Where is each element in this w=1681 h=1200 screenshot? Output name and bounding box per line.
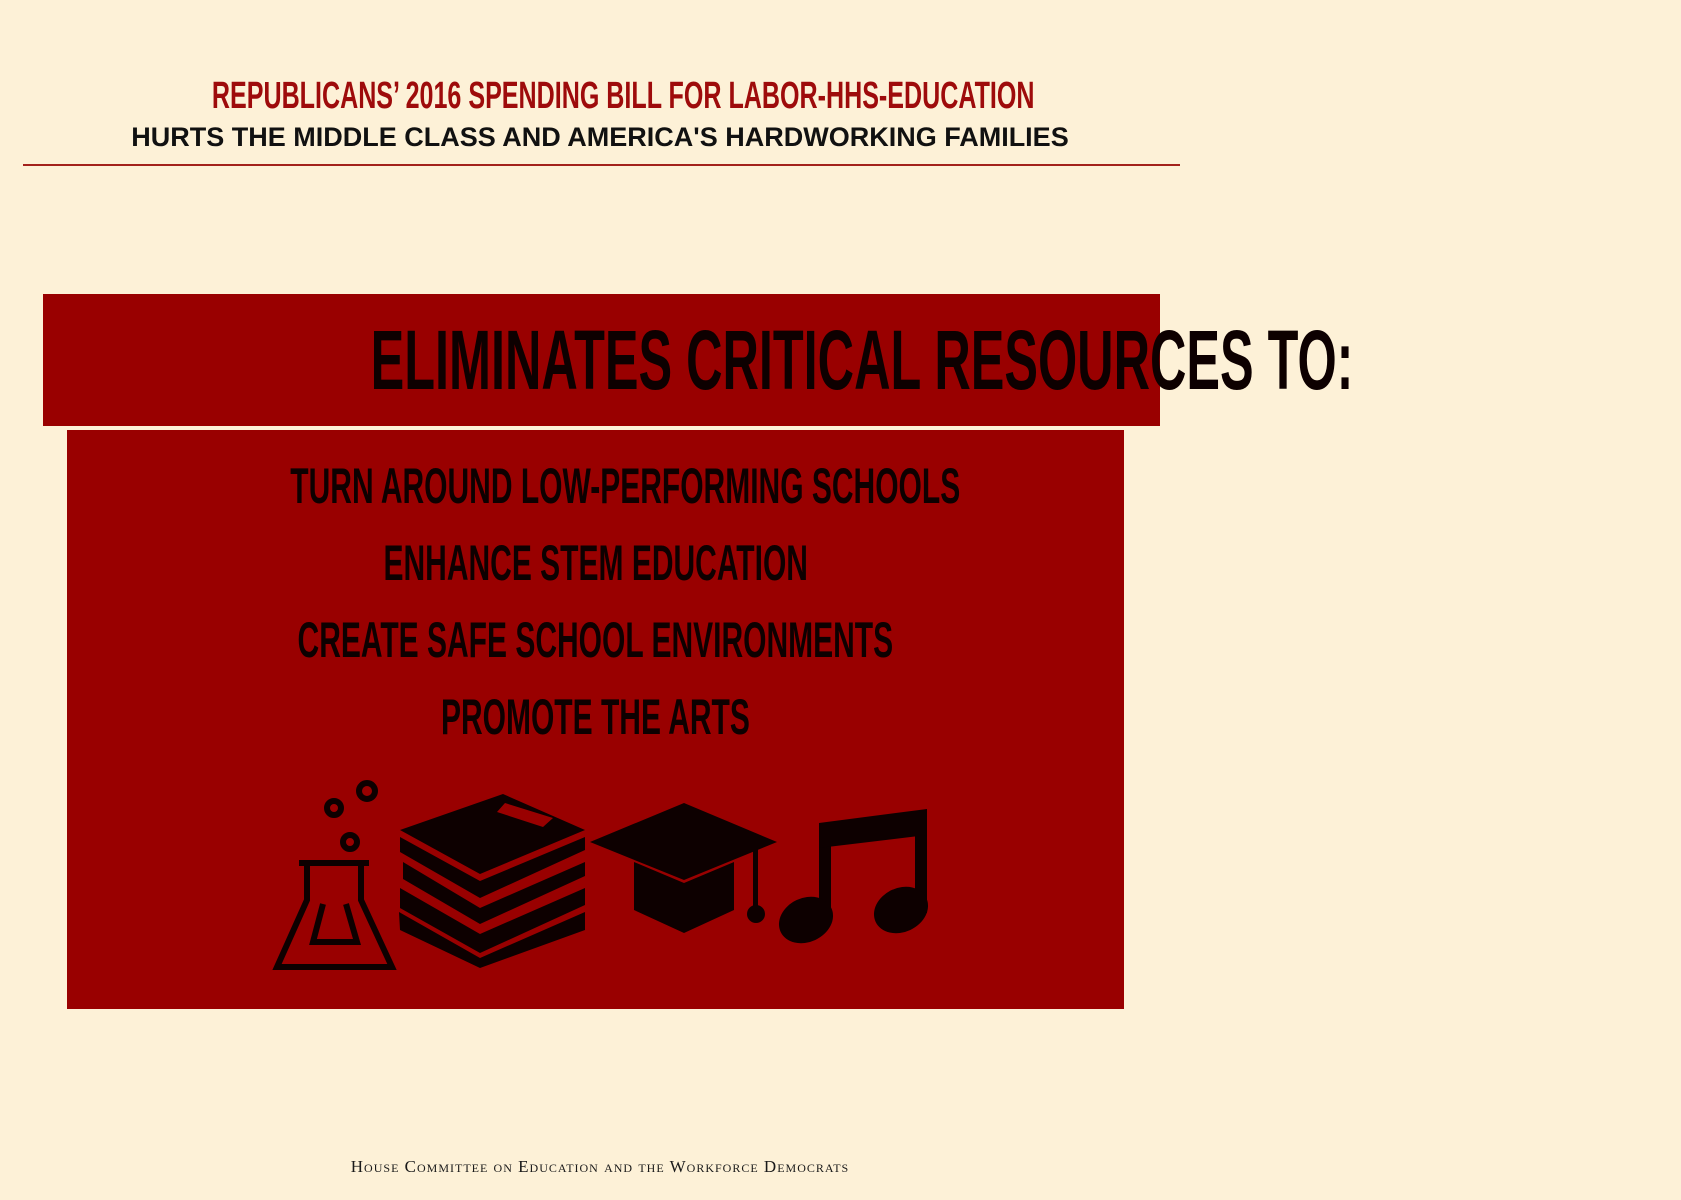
graduation-cap-icon <box>590 803 777 933</box>
page-title: REPUBLICANS’ 2016 SPENDING BILL FOR LABOR-HHS-EDUCATION <box>211 75 1035 117</box>
banner-heading: ELIMINATES CRITICAL RESOURCES TO: <box>370 313 1354 407</box>
list-item: CREATE SAFE SCHOOL ENVIRONMENTS <box>297 612 894 668</box>
icons-row <box>67 430 1124 1009</box>
page-subtitle: HURTS THE MIDDLE CLASS AND AMERICA'S HARDWORKING FAMILIES <box>131 122 1069 152</box>
list-item: TURN AROUND LOW-PERFORMING SCHOOLS <box>290 458 961 514</box>
header-divider <box>23 164 1180 166</box>
books-icon <box>399 794 585 968</box>
flask-icon <box>277 783 392 967</box>
list-item: PROMOTE THE ARTS <box>441 689 750 745</box>
resources-panel <box>67 430 1124 1009</box>
footer-credit: House Committee on Education and the Workforce Democrats <box>350 1157 850 1176</box>
music-note-icon <box>771 809 935 952</box>
list-item: ENHANCE STEM EDUCATION <box>383 535 808 591</box>
banner <box>43 294 1354 426</box>
